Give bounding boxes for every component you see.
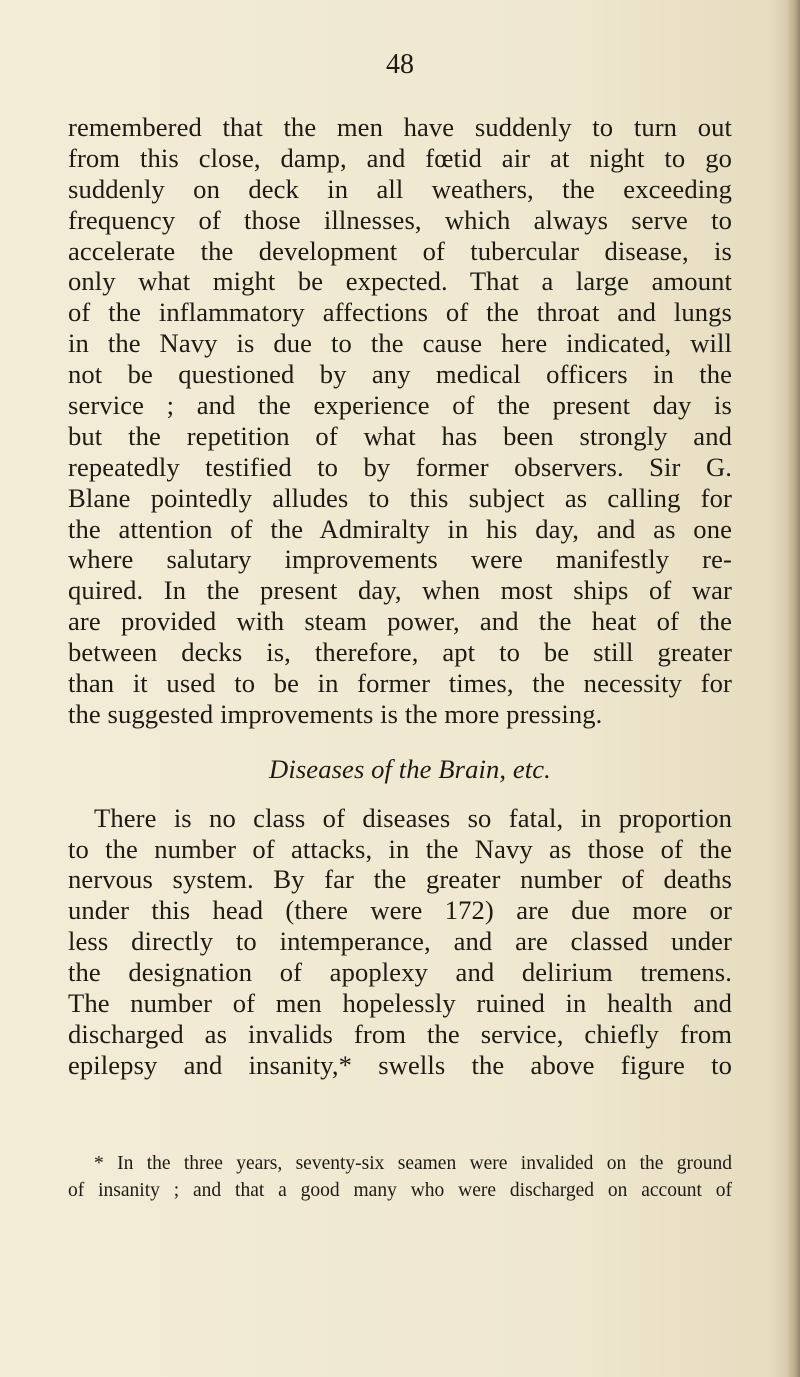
text-line: only what might be expected. That a large amount: [68, 266, 732, 297]
text-line: There is no class of diseases so fatal, in proportion: [94, 802, 732, 833]
text-line: between decks is, therefore, apt to be still greater: [68, 637, 732, 668]
section-heading: Diseases of the Brain, etc.: [269, 753, 551, 784]
text-line: accelerate the development of tubercular disease, is: [68, 235, 732, 266]
text-line: but the repetition of what has been strongly and: [68, 420, 732, 451]
text-line: discharged as invalids from the service, chiefly from: [68, 1018, 732, 1049]
text-line: are provided with steam power, and the heat of the: [68, 606, 732, 637]
body-text: [68, 112, 732, 1081]
text-line: of the inflammatory affections of the throat and lungs: [68, 297, 732, 328]
text-line: less directly to intemperance, and are classed under: [68, 926, 732, 957]
text-line: repeatedly testified to by former observers. Sir G.: [68, 451, 732, 482]
text-line: the suggested improvements is the more pressing.: [68, 698, 603, 729]
text-line: in the Navy is due to the cause here indicated, will: [68, 328, 732, 359]
footnote-line: * In the three years, seventy-six seamen were invalided on the ground: [94, 1153, 732, 1174]
page-number: 48: [386, 49, 414, 80]
footnote-line: of insanity ; and that a good many who were discharged on account of: [68, 1180, 732, 1201]
text-line: under this head (there were 172) are due more or: [68, 895, 732, 926]
text-line: remembered that the men have suddenly to turn out: [68, 112, 732, 142]
text-line: from this close, damp, and fœtid air at night to go: [68, 142, 732, 173]
text-line: frequency of those illnesses, which always serve to: [68, 204, 732, 235]
text-line: Blane pointedly alludes to this subject as calling for: [68, 482, 732, 513]
text-line: quired. In the present day, when most ships of war: [68, 575, 732, 606]
text-line: service ; and the experience of the present day is: [68, 390, 732, 421]
text-line: nervous system. By far the greater number of deaths: [68, 864, 732, 895]
text-line: where salutary improvements were manifestly re-: [68, 544, 732, 575]
text-line: the designation of apoplexy and delirium tremens.: [68, 957, 732, 988]
footnote: [68, 1150, 732, 1204]
text-line: suddenly on deck in all weathers, the exceeding: [68, 173, 732, 204]
text-line: the attention of the Admiralty in his day, and as one: [68, 513, 732, 544]
text-line: to the number of attacks, in the Navy as those of the: [68, 833, 732, 864]
paragraph-2: [68, 803, 732, 1081]
page-edge-shadow: [786, 0, 800, 1377]
text-line: epilepsy and insanity,* swells the above figure to: [68, 1049, 732, 1080]
text-line: not be questioned by any medical officers in the: [68, 359, 732, 390]
paragraph-1: [68, 112, 732, 730]
text-line: The number of men hopelessly ruined in health and: [68, 988, 732, 1019]
text-line: than it used to be in former times, the necessity for: [68, 668, 732, 699]
